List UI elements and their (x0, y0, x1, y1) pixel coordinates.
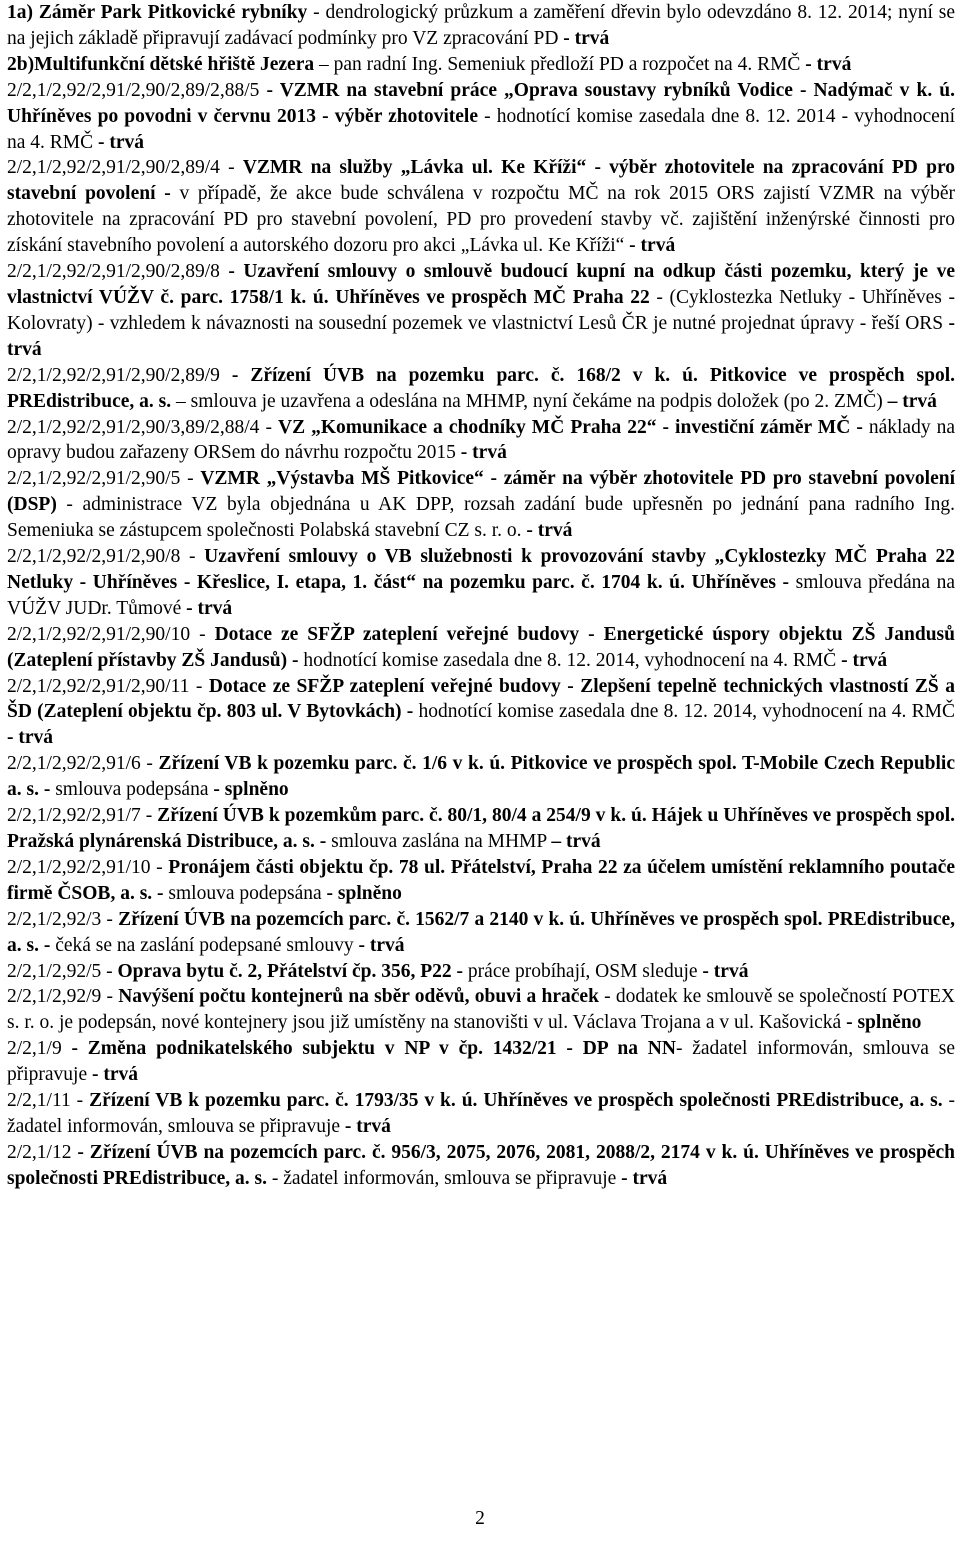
bold-text: Oprava bytu č. 2, Přátelství čp. 356, P22 - (117, 960, 464, 982)
body-text: 2/2,1/2,92/2,91/2,90/2,89/4 - (7, 157, 243, 179)
resolution-item (7, 1036, 955, 1088)
resolution-item (7, 259, 955, 363)
bold-text: VZMR „Výstavba MŠ Pitkovice“ - záměr na výběr zhotovitele PD pro stavební povolení (DSP) (7, 468, 955, 516)
resolution-item (7, 78, 955, 156)
body-text: - žadatel informován, smlouva se připravuje (267, 1167, 622, 1189)
bold-text: 1a) Záměr Park Pitkovické rybníky (7, 2, 308, 23)
body-text: 2/2,1/9 (7, 1038, 72, 1060)
body-text: 2/2,1/2,92/2,91/2,90/2,89/8 (7, 261, 229, 283)
body-text: smlouva podepsána (50, 779, 214, 801)
resolution-item (7, 1088, 955, 1140)
bold-text: – trvá (887, 390, 937, 412)
bold-text: - trvá (92, 1064, 139, 1086)
bold-text: - Zřízení ÚVB na pozemku parc. č. 168/2 v k. ú. Pitkovice ve prospěch spol. PREdistribuce, a. s. (7, 364, 955, 412)
bold-text: - trvá (344, 1115, 391, 1137)
body-text: - administrace VZ byla objednána u AK DPP, rozsah zadání bude upřesněn po jednání pana radního Ing. Semeniuka se zástupcem společnosti Polabská stavební CZ s. r. o. (7, 494, 955, 542)
body-text: 2/2,1/2,92/2,91/2,90/2,89/9 (7, 364, 232, 386)
bold-text: - trvá (841, 649, 888, 671)
body-text: čeká se na zaslání podepsané smlouvy (50, 934, 359, 956)
body-text: 2/2,1/2,92/2,91/2,90/2,89/2,88/5 (7, 79, 267, 101)
resolution-item (7, 751, 955, 803)
bold-text: - trvá (621, 1167, 668, 1189)
resolution-item (7, 674, 955, 752)
resolution-list (7, 0, 955, 1192)
resolution-item (7, 466, 955, 544)
bold-text: - trvá (563, 27, 610, 49)
body-text: 2/2,1/2,92/2,91/7 - (7, 805, 158, 827)
bold-text: - Uzavření smlouvy o smlouvě budoucí kupní na odkup části pozemku, který je ve vlastnictví VÚŽV č. parc. 1758/1 k. ú. Uhříněves ve prospěch MČ Praha 22 (7, 261, 955, 308)
body-text: - žadatel informován, smlouva se připravuje (7, 1090, 955, 1137)
body-text: - (Cyklostezka Netluky - Uhříněves - Kolovraty) - vzhledem k návaznosti na sousední pozemek ve vlastnictví Lesů ČR je nutné projednat úpravy - řeší ORS (7, 286, 955, 334)
bold-text: - trvá (460, 442, 507, 464)
bold-text: - splněno (846, 1012, 922, 1034)
body-text: 2/2,1/2,92/2,91/2,90/8 - (7, 546, 205, 568)
bold-text: Dotace ze SFŽP zateplení veřejné budovy - Zlepšení tepelně technických vlastností ZŠ a ŠD (Zateplení objektu čp. 803 ul. V Bytovkách) - (7, 675, 955, 723)
bold-text: - splněno (326, 882, 402, 904)
bold-text: - trvá (7, 727, 54, 749)
body-text: – pan radní Ing. Semeniuk předloží PD a rozpočet na 4. RMČ (314, 53, 806, 75)
body-text: v případě, že akce bude schválena v rozpočtu MČ na rok 2015 ORS zajistí VZMR na výběr zhotovitele na zpracování PD pro stavební povolení, PD pro provedení stavby vč. zajištění inženýrské činnosti pro získání stavebního povolení a autorského dozoru pro akci „Lávka ul. Ke Kříži“ (7, 183, 955, 257)
bold-text: Zřízení VB k pozemku parc. č. 1/6 v k. ú. Pitkovice ve prospěch spol. T-Mobile Czech Republic a. s. - (7, 753, 956, 801)
resolution-item (7, 544, 955, 622)
resolution-item (7, 622, 955, 674)
bold-text: - trvá (629, 235, 676, 257)
resolution-item (7, 907, 955, 959)
body-text: - hodnotící komise zasedala dne 8. 12. 2014 - vyhodnocení na 4. RMČ (7, 105, 955, 153)
body-text: 2/2,1/2,92/2,91/2,90/3,89/2,88/4 - (7, 416, 278, 438)
body-text: - dendrologický průzkum a zaměření dřevin bylo odevzdáno 8. 12. 2014; nyní se na jejich základě připravují zadávací podmínky pro VZ zpracování PD (7, 2, 955, 49)
resolution-item (7, 155, 955, 259)
bold-text: Pronájem části objektu čp. 78 ul. Přátelství, Praha 22 za účelem umístění reklamního poutače firmě ČSOB, a. s. - (7, 856, 955, 904)
page-number: 2 (475, 1508, 485, 1529)
bold-text: Dotace ze SFŽP zateplení veřejné budovy - Energetické úspory objektu ZŠ Jandusů (Zateplení přístavby ZŠ Jandusů) - (7, 623, 955, 671)
body-text: hodnotící komise zasedala dne 8. 12. 2014, vyhodnocení na 4. RMČ (413, 701, 955, 723)
bold-text: - trvá (358, 934, 405, 956)
resolution-item (7, 52, 955, 78)
resolution-item (7, 1140, 955, 1192)
bold-text: - VZMR na stavební práce „Oprava soustavy rybníků Vodice - Nadýmač v k. ú. Uhříněves po povodni v červnu 2013 - výběr zhotovitele (7, 79, 955, 127)
bold-text: - trvá (186, 597, 233, 619)
bold-text: Navýšení počtu kontejnerů na sběr oděvů, obuvi a hraček (118, 986, 599, 1008)
body-text: smlouva zaslána na MHMP (326, 831, 552, 852)
bold-text: VZMR na služby „Lávka ul. Ke Kříži“ - výběr zhotovitele na zpracování PD pro stavební povolení - (7, 157, 956, 205)
body-text: práce probíhají, OSM sleduje (463, 960, 703, 982)
resolution-item (7, 984, 955, 1036)
body-text: smlouva předána na VÚŽV JUDr. Tůmové (7, 571, 955, 619)
body-text: 2/2,1/2,92/2,91/10 - (7, 856, 169, 878)
bold-text: - splněno (213, 779, 289, 801)
bold-text: - trvá (7, 312, 955, 360)
body-text: 2/2,1/2,92/2,91/2,90/5 - (7, 468, 201, 490)
resolution-item (7, 363, 955, 415)
bold-text: - Zřízení ÚVB na pozemcích parc. č. 956/3, 2075, 2076, 2081, 2088/2, 2174 v k. ú. Uhříněves ve prospěch společnosti PREdistribuce, a. s. (7, 1141, 955, 1189)
body-text: hodnotící komise zasedala dne 8. 12. 2014, vyhodnocení na 4. RMČ (298, 649, 842, 671)
bold-text: - trvá (702, 960, 749, 982)
body-text: 2/2,1/11 - (7, 1090, 90, 1112)
bold-text: - trvá (526, 520, 573, 542)
body-text: 2/2,1/2,92/2,91/2,90/11 - (7, 675, 209, 697)
body-text: 2/2,1/2,92/3 - (7, 908, 119, 930)
bold-text: 2b)Multifunkční dětské hřiště Jezera (7, 53, 315, 75)
resolution-item (7, 855, 955, 907)
body-text: 2/2,1/12 (7, 1141, 78, 1163)
resolution-item (7, 803, 955, 855)
bold-text: Zřízení ÚVB k pozemkům parc. č. 80/1, 80/4 a 254/9 v k. ú. Hájek u Uhříněves ve prospěch spol. Pražská plynárenská Distribuce, a. s. - (7, 805, 955, 852)
bold-text: - trvá (98, 131, 145, 153)
body-text: smlouva podepsána (163, 882, 327, 904)
bold-text: VZ „Komunikace a chodníky MČ Praha 22“ - investiční záměr MČ - (277, 416, 863, 438)
bold-text: - trvá (805, 53, 852, 75)
resolution-item (7, 959, 955, 985)
body-text: - žadatel informován, smlouva se připravuje (7, 1038, 955, 1086)
body-text: – smlouva je uzavřena a odeslána na MHMP, nyní čekáme na podpis doložek (po 2. ZMČ) (171, 390, 888, 412)
resolution-item (7, 0, 955, 52)
body-text: náklady na opravy budou zařazeny ORSem do návrhu rozpočtu 2015 (7, 416, 956, 464)
body-text: - dodatek ke smlouvě se společností POTEX s. r. o. je podepsán, nové kontejnery jsou již umístěny na stanovišti v ul. Václava Trojana a v ul. Kašovická (7, 986, 955, 1034)
bold-text: Uzavření smlouvy o VB služebnosti k provozování stavby „Cyklostezky MČ Praha 22 Netluky - Uhříněves - Křeslice, I. etapa, 1. část“ na pozemku parc. č. 1704 k. ú. Uhříněves - (7, 546, 955, 593)
bold-text: Zřízení VB k pozemku parc. č. 1793/35 v k. ú. Uhříněves ve prospěch společnosti PREdistribuce, a. s. (89, 1090, 943, 1112)
bold-text: - Změna podnikatelského subjektu v NP v čp. 1432/21 - DP na NN (71, 1038, 676, 1060)
bold-text: – trvá (551, 831, 601, 852)
body-text: 2/2,1/2,92/2,91/2,90/10 - (7, 623, 215, 645)
body-text: 2/2,1/2,92/9 - (7, 986, 119, 1008)
body-text: 2/2,1/2,92/2,91/6 - (7, 753, 159, 775)
body-text: 2/2,1/2,92/5 - (7, 960, 118, 982)
resolution-item (7, 415, 955, 467)
bold-text: Zřízení ÚVB na pozemcích parc. č. 1562/7 a 2140 v k. ú. Uhříněves ve prospěch spol. PREdistribuce, a. s. - (7, 908, 956, 956)
